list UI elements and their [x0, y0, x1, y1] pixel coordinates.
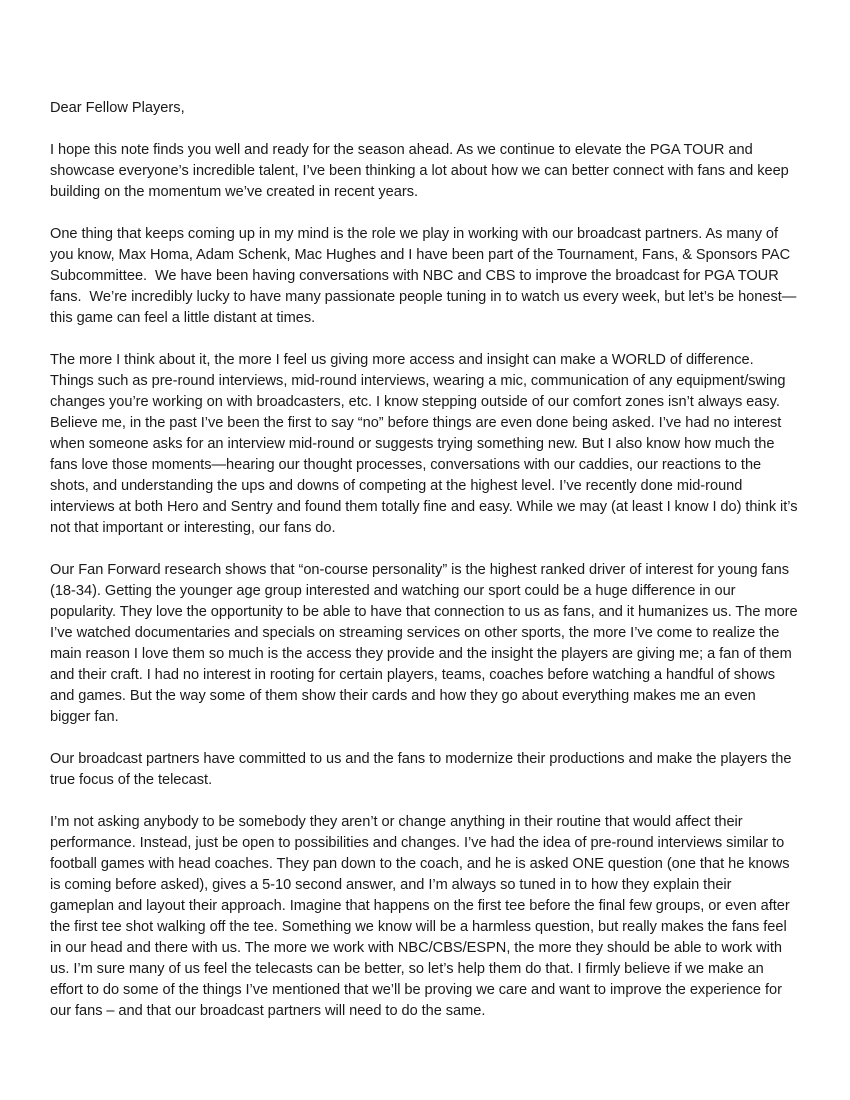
- letter-salutation: Dear Fellow Players,: [50, 100, 185, 116]
- letter-paragraph-6: I’m not asking anybody to be somebody they aren’t or change anything in their routine that would affect their performance. Instead, just be open to possibilities and changes. I’ve had the idea of pre-round interviews similar to football games with head coaches. They pan down to the coach, and he is asked ONE question (one that he knows is coming before asked), gives a 5-10 second answer, and I’m always so tuned in to how they explain their gameplan and layout their approach. Imagine that happens on the first tee before the final few groups, or even after the first tee shot walking off the tee. Something we know will be a harmless question, but really makes the fans feel in our head and there with us. The more we work with NBC/CBS/ESPN, the more they should be able to work with us. I’m sure many of us feel the telecasts can be better, so let’s help them do that. I firmly believe if we make an effort to do some of the things I’ve mentioned that we’ll be proving we care and want to improve the experience for our fans – and that our broadcast partners will need to do the same.: [50, 814, 794, 1019]
- letter-paragraph-5: Our broadcast partners have committed to us and the fans to modernize their productions and make the players the true focus of the telecast.: [50, 751, 796, 788]
- letter-paragraph-1: I hope this note finds you well and ready for the season ahead. As we continue to elevate the PGA TOUR and showcase everyone’s incredible talent, I’ve been thinking a lot about how we can better connect with fans and keep building on the momentum we’ve created in recent years.: [50, 142, 793, 200]
- letter-paragraph-2: One thing that keeps coming up in my mind is the role we play in working with our broadcast partners. As many of you know, Max Homa, Adam Schenk, Mac Hughes and I have been part of the Tournament, Fans, & Sponsors PAC Subcommittee. We have been having conversations with NBC and CBS to improve the broadcast for PGA TOUR fans. We’re incredibly lucky to have many passionate people tuning in to watch us every week, but let’s be honest—this game can feel a little distant at times.: [50, 226, 797, 326]
- letter-paragraph-3: The more I think about it, the more I feel us giving more access and insight can make a WORLD of difference. Things such as pre-round interviews, mid-round interviews, wearing a mic, communication of any equipment/swing changes you’re working on with broadcasters, etc. I know stepping outside of our comfort zones isn’t always easy. Believe me, in the past I’ve been the first to say “no” before things are even done being asked. I’ve had no interest when someone asks for an interview mid-round or suggests trying something new. But I also know how much the fans love those moments—hearing our thought processes, conversations with our caddies, our reactions to the shots, and understanding the ups and downs of competing at the highest level. I’ve recently done mid-round interviews at both Hero and Sentry and found them totally fine and easy. While we may (at least I know I do) think it’s not that important or interesting, our fans do.: [50, 352, 802, 536]
- letter-body: [50, 98, 802, 1022]
- letter-paragraph-4: Our Fan Forward research shows that “on-course personality” is the highest ranked driver of interest for young fans (18-34). Getting the younger age group interested and watching our sport could be a huge difference in our popularity. They love the opportunity to be able to have that connection to us as fans, and it humanizes us. The more I’ve watched documentaries and specials on streaming services on other sports, the more I’ve come to realize the main reason I love them so much is the access they provide and the insight the players are giving me; a fan of them and their craft. I had no interest in rooting for certain players, teams, coaches before watching a handful of shows and games. But the way some of them show their cards and how they go about everything makes me an even bigger fan.: [50, 562, 802, 725]
